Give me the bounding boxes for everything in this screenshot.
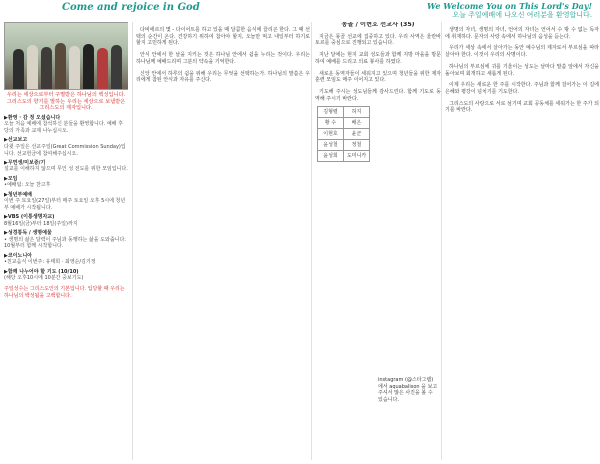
devotional-paragraph: 생명의 자녀, 생명의 자녀, 언어의 자녀는 언어서 수 밖 수 없는 독자에 취재하다. 문자의 사랑 속에서 하나님의 음성을 듣는다. [445,27,599,40]
missionary-column [311,22,441,460]
table-row [318,118,370,129]
announcement-body: 이번 주 토요일(27일)부터 매주 토요일 오후 5시에 청년부 예배가 시작됩니다. [4,198,126,211]
footer-note: 주일성수는 그리스도인의 기본입니다. 입당할 때 우리는 하나님의 백성됨을 고백합니다. [4,285,125,299]
article-column [132,22,310,460]
announcement-body: 오늘 처음 예배에 참석하신 분들을 환영합니다. 예배 후 당의 가족과 교제 나누십시오. [4,121,123,134]
announcement-item [4,115,128,135]
announcement-item [4,176,128,189]
missionary-paragraph: 지난 달에는 현지 교회 성도들과 함께 지방 마을을 방문하여 예배를 드리고 의료 봉사를 하였다. [315,52,441,65]
bulletin-title-right [402,1,592,23]
table-cell: 김형렬 [318,107,344,118]
devotional-paragraph: 이제 우리는 새로운 한 주를 시작한다. 주님과 함께 걸어가는 이 길에 은혜와 평강이 넘치기를 기도한다. [445,82,599,95]
article-paragraph: 안식 안에서 한 날을 지키는 것은 하나님 안에서 쉼을 누리는 것이다. 우리는 하나님께 예배드리며 그분의 약속을 기억한다. [136,52,310,65]
devotional-paragraph: 우리가 세상 속에서 살아가는 동안 예수님의 제자로서 부르심을 따라 살아야 한다. 이것이 우리의 사명이다. [445,45,599,59]
devotional-paragraph: 그리스도의 사랑으로 서로 섬기며 교회 공동체를 세워가는 한 주가 되기를 바란다. [445,100,599,114]
table-cell: 이현호 [318,129,344,140]
announcement-body: •예배팀: 오늘 찬고후 [4,182,51,189]
announcement-heading: ▶선교보고 [4,137,28,144]
announcement-body: 다윗 주일은 선교주일(Great Commission Sunday)입니다. 선교헌금에 참여해주십시오. [4,143,126,157]
announcement-heading: ▶코이노니아 [4,252,32,259]
article-paragraph: 신앙 안에서 하루의 쉼을 위해 우리는 무엇을 선택하는가. 하나님의 말씀은 우리에게 참된 안식과 자유를 주신다. [136,70,310,84]
announcement-heading: ▶환영 · 감 정 오셨습니다 [4,114,61,121]
announcement-heading: ▶청년부예배 [4,191,32,198]
bulletin-title-left: Come and rejoice in God [62,2,200,13]
announcement-body: 8월16일(금)부터 18일(주일)까지 [4,220,78,227]
announcement-heading: ▶성경통독 / 생명예물 [4,230,52,237]
instagram-note: instagram (@스타그램) 에서 aquabalison 을 보고 주셔서 많은 사진을 볼 수 있습니다. [378,377,438,403]
announcement-heading: ▶무연생/미보증/기 [4,159,46,166]
announcement-body: (해당 오후10시에 10분간 중보기도) [4,275,84,282]
announcement-item [4,214,128,227]
table-cell: 허지 [344,107,370,118]
announcement-item [4,230,128,250]
announcement-heading: ▶모임 [4,175,18,182]
missionary-paragraph: 지금은 몽골 선교에 집중하고 있다. 우리 사역은 울란바토르를 중심으로 진행되고 있습니다. [315,33,441,47]
missionary-paragraph: 기도해 주시는 성도님들께 감사드린다. 함께 기도로 동역해 주시기 바란다. [315,88,441,102]
announcement-item [4,137,128,157]
table-row [318,140,370,151]
announcement-body: 설교를 이해하지 않으며 무인 성 전도를 위한 모임입니다. [4,166,128,173]
table-row [318,107,370,118]
welcome-english: We Welcome You on This Lord's Day! [427,1,592,11]
announcement-body: • 생명의 삶은 달력이 주님과 동행하는 삶을 도와줍니다. 10월부터 함께 시작합니다. [4,236,126,250]
table-cell: 도미니카 [344,151,370,162]
announcement-item [4,269,128,282]
roster-table [317,106,370,162]
announcement-item [4,160,128,173]
photo-caption: 우리는 세상으로부터 구별받은 하나님의 백성입니다. 그리스도의 향기를 발하는 우리는 세상으로 보냄받은 그리스도의 제자입니다. [6,92,126,111]
table-cell: 배은 [344,118,370,129]
devotional-paragraph: 하나님의 부르심에 귀를 기울이는 성도는 날마다 말씀 앞에서 자신을 돌아보며 회개하고 새롭게 된다. [445,63,599,77]
table-cell: 정철 [344,140,370,151]
announcement-item [4,192,128,212]
table-cell: 황 수 [318,118,344,129]
article-paragraph: 다비에르의 몇 - 다이어트를 하고 있을 때 달콤한 음식에 끌리곤 한다. 그 때 선택의 순간이 온다. 건강하기 위하여 참아야 할지, 오늘만 먹고 내일부터 하기로 할지 고민하게 된다. [136,27,310,47]
announcement-heading: ▶함께 나누어야 할 기도 (10/10) [4,268,79,275]
table-row [318,129,370,140]
table-row [318,151,370,162]
announcement-body: •친교음식 이번주: 유태희 · 최영순/김기정 [4,259,96,266]
table-cell: 윤성철 [318,140,344,151]
missionary-title: 몽골 / 이현호 선교사 (35) [341,22,415,28]
group-photo [4,22,128,90]
table-cell: 윤군 [344,129,370,140]
missionary-paragraph: 새로운 동역자들이 세워지고 있으며 청년들을 위한 제자훈련 모임도 매주 이어지고 있다. [315,70,441,84]
devotional-column [441,22,599,460]
welcome-korean: 오늘 주일예배에 나오신 여러분을 환영합니다. [452,11,592,19]
announcement-heading: ▶VBS (이통생명자교) [4,214,55,221]
announcement-item [4,253,128,266]
announcements-column [4,22,128,460]
table-cell: 윤성희 [318,151,344,162]
